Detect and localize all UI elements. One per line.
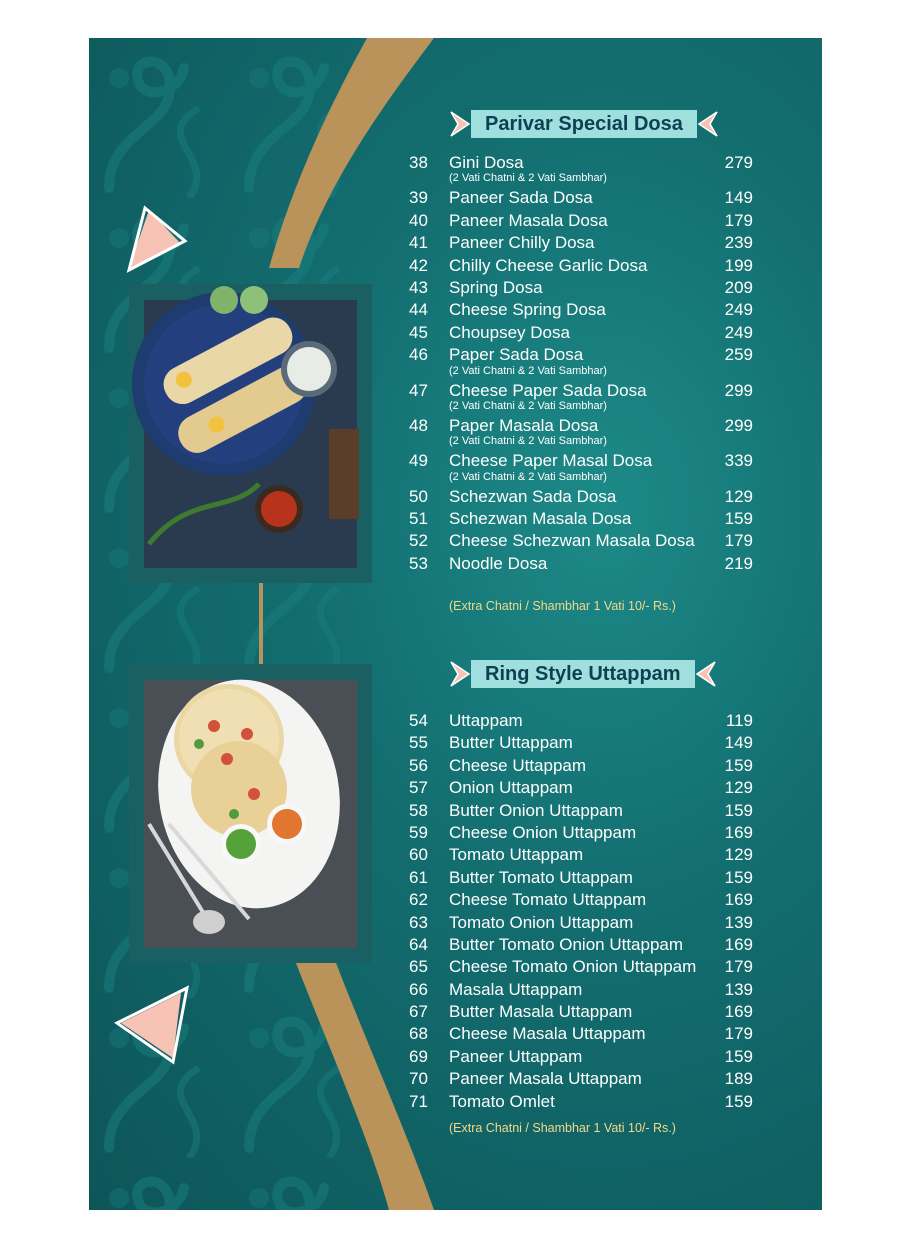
item-note: (2 Vati Chatni & 2 Vati Sambhar) xyxy=(449,364,607,377)
item-number: 57 xyxy=(409,778,428,798)
menu-item-row xyxy=(409,508,753,530)
section-title-text: Ring Style Uttappam xyxy=(471,660,695,688)
item-number: 55 xyxy=(409,733,428,753)
menu-item-row xyxy=(409,232,753,254)
item-price: 169 xyxy=(724,1002,753,1022)
extra-note-dosa: (Extra Chatni / Shambhar 1 Vati 10/- Rs.) xyxy=(449,599,676,613)
item-name: Uttappam xyxy=(449,711,523,730)
menu-item-row xyxy=(409,1046,753,1068)
item-price: 159 xyxy=(724,867,753,887)
item-name: Cheese Masala Uttappam xyxy=(449,1024,646,1044)
item-price: 159 xyxy=(724,755,753,775)
item-price: 259 xyxy=(724,345,753,365)
item-price: 219 xyxy=(724,553,753,573)
item-name: Cheese Onion Uttappam xyxy=(449,822,637,842)
item-name: Masala Uttappam xyxy=(449,979,583,999)
menu-item xyxy=(409,277,753,299)
menu-item xyxy=(409,1001,753,1023)
item-number: 38 xyxy=(409,153,428,172)
menu-item xyxy=(409,1091,753,1113)
menu-item xyxy=(409,232,753,254)
item-number: 45 xyxy=(409,322,428,342)
menu-item xyxy=(409,800,753,822)
menu-item-row xyxy=(409,322,753,344)
item-number: 63 xyxy=(409,912,428,932)
menu-item xyxy=(409,322,753,344)
item-price: 249 xyxy=(724,322,753,342)
menu-item-row xyxy=(409,380,753,402)
item-name: Cheese Uttappam xyxy=(449,755,587,775)
item-number: 69 xyxy=(409,1046,428,1066)
menu-item-row xyxy=(409,732,753,754)
menu-item xyxy=(409,1046,753,1068)
menu-item-row xyxy=(409,152,753,174)
item-number: 40 xyxy=(409,210,428,230)
item-price: 179 xyxy=(724,210,753,230)
menu-item xyxy=(409,1023,753,1045)
menu-list-dosa xyxy=(409,152,753,575)
menu-item xyxy=(409,152,753,185)
dosa-photo xyxy=(129,284,372,583)
item-price: 159 xyxy=(724,1091,753,1111)
item-name: Spring Dosa xyxy=(449,277,543,297)
section-title-dosa xyxy=(449,110,719,138)
menu-item xyxy=(409,822,753,844)
item-number: 50 xyxy=(409,486,428,506)
item-name: Tomato Onion Uttappam xyxy=(449,912,634,932)
menu-page xyxy=(89,38,822,1210)
menu-item-row xyxy=(409,889,753,911)
item-note: (2 Vati Chatni & 2 Vati Sambhar) xyxy=(449,470,607,483)
item-name: Paneer Masala Dosa xyxy=(449,210,608,230)
item-name: Butter Masala Uttappam xyxy=(449,1002,633,1022)
item-price: 129 xyxy=(724,778,753,798)
item-number: 65 xyxy=(409,957,428,977)
item-number: 51 xyxy=(409,509,428,529)
menu-item-row xyxy=(409,912,753,934)
menu-item-row xyxy=(409,553,753,575)
menu-item-row xyxy=(409,867,753,889)
item-name: Butter Onion Uttappam xyxy=(449,800,623,820)
item-price: 159 xyxy=(724,509,753,529)
item-name: Cheese Spring Dosa xyxy=(449,300,606,320)
item-number: 59 xyxy=(409,822,428,842)
item-price: 239 xyxy=(724,233,753,253)
menu-item xyxy=(409,732,753,754)
menu-item-row xyxy=(409,1068,753,1090)
item-price: 119 xyxy=(725,711,753,730)
item-number: 61 xyxy=(409,867,428,887)
item-number: 70 xyxy=(409,1069,428,1089)
item-number: 48 xyxy=(409,415,428,435)
item-name: Chilly Cheese Garlic Dosa xyxy=(449,255,648,275)
item-name: Cheese Tomato Onion Uttappam xyxy=(449,957,697,977)
item-number: 60 xyxy=(409,845,428,865)
item-name: Tomato Uttappam xyxy=(449,845,584,865)
menu-item xyxy=(409,508,753,530)
item-number: 64 xyxy=(409,934,428,954)
menu-item-row xyxy=(409,277,753,299)
menu-item xyxy=(409,934,753,956)
menu-item-row xyxy=(409,956,753,978)
item-note: (2 Vati Chatni & 2 Vati Sambhar) xyxy=(449,399,607,412)
item-number: 67 xyxy=(409,1002,428,1022)
item-price: 169 xyxy=(724,822,753,842)
item-price: 139 xyxy=(724,912,753,932)
chevron-left-icon xyxy=(697,110,719,138)
item-name: Paneer Sada Dosa xyxy=(449,188,593,208)
item-name: Cheese Paper Sada Dosa xyxy=(449,380,647,400)
menu-item xyxy=(409,299,753,321)
menu-item-row xyxy=(409,979,753,1001)
menu-item-row xyxy=(409,344,753,366)
item-name: Cheese Paper Masal Dosa xyxy=(449,451,653,471)
uttappam-photo-art xyxy=(129,664,372,963)
section-title-uttappam xyxy=(449,660,717,688)
menu-item xyxy=(409,210,753,232)
menu-item-row xyxy=(409,415,753,437)
item-number: 68 xyxy=(409,1024,428,1044)
item-name: Butter Uttappam xyxy=(449,733,573,753)
item-price: 179 xyxy=(724,531,753,551)
item-name: Paper Masala Dosa xyxy=(449,415,599,435)
item-number: 49 xyxy=(409,451,428,471)
item-number: 52 xyxy=(409,531,428,551)
item-number: 66 xyxy=(409,979,428,999)
chevron-right-icon xyxy=(449,110,471,138)
item-price: 299 xyxy=(724,415,753,435)
menu-item xyxy=(409,450,753,483)
menu-item-row xyxy=(409,210,753,232)
item-price: 249 xyxy=(724,300,753,320)
item-price: 339 xyxy=(724,451,753,471)
chevron-left-icon xyxy=(695,660,717,688)
item-number: 62 xyxy=(409,890,428,910)
item-price: 169 xyxy=(724,890,753,910)
item-name: Paneer Uttappam xyxy=(449,1046,583,1066)
item-name: Onion Uttappam xyxy=(449,778,573,798)
item-name: Gini Dosa xyxy=(449,153,524,172)
item-name: Schezwan Sada Dosa xyxy=(449,486,617,506)
menu-item xyxy=(409,956,753,978)
item-price: 179 xyxy=(724,1024,753,1044)
uttappam-photo xyxy=(129,664,372,963)
item-price: 199 xyxy=(724,255,753,275)
item-price: 279 xyxy=(724,153,753,172)
menu-item xyxy=(409,844,753,866)
item-name: Paneer Chilly Dosa xyxy=(449,233,595,253)
menu-item-row xyxy=(409,530,753,552)
menu-item xyxy=(409,912,753,934)
item-name: Schezwan Masala Dosa xyxy=(449,509,632,529)
item-number: 56 xyxy=(409,755,428,775)
item-name: Butter Tomato Uttappam xyxy=(449,867,633,887)
menu-item-row xyxy=(409,450,753,472)
item-number: 42 xyxy=(409,255,428,275)
item-note: (2 Vati Chatni & 2 Vati Sambhar) xyxy=(449,172,607,185)
item-number: 41 xyxy=(409,233,428,253)
item-number: 71 xyxy=(409,1091,428,1111)
menu-item-row xyxy=(409,1023,753,1045)
item-price: 139 xyxy=(724,979,753,999)
item-price: 159 xyxy=(724,800,753,820)
menu-item-row xyxy=(409,255,753,277)
item-number: 54 xyxy=(409,711,428,730)
item-name: Tomato Omlet xyxy=(449,1091,555,1111)
item-number: 47 xyxy=(409,380,428,400)
item-name: Choupsey Dosa xyxy=(449,322,570,342)
menu-item-row xyxy=(409,755,753,777)
item-number: 58 xyxy=(409,800,428,820)
item-number: 43 xyxy=(409,277,428,297)
item-note: (2 Vati Chatni & 2 Vati Sambhar) xyxy=(449,435,607,448)
item-price: 159 xyxy=(724,1046,753,1066)
menu-item xyxy=(409,755,753,777)
item-price: 149 xyxy=(724,733,753,753)
menu-item xyxy=(409,255,753,277)
item-price: 149 xyxy=(724,188,753,208)
extra-note-uttappam: (Extra Chatni / Shambhar 1 Vati 10/- Rs.) xyxy=(449,1121,676,1135)
item-price: 169 xyxy=(724,934,753,954)
menu-item xyxy=(409,979,753,1001)
menu-item xyxy=(409,1068,753,1090)
menu-item-row xyxy=(409,777,753,799)
item-number: 46 xyxy=(409,345,428,365)
item-name: Paper Sada Dosa xyxy=(449,345,584,365)
item-number: 44 xyxy=(409,300,428,320)
menu-item xyxy=(409,530,753,552)
item-price: 189 xyxy=(724,1069,753,1089)
menu-item-row xyxy=(409,486,753,508)
item-price: 209 xyxy=(724,277,753,297)
item-name: Cheese Schezwan Masala Dosa xyxy=(449,531,695,551)
menu-item-row xyxy=(409,800,753,822)
item-price: 179 xyxy=(724,957,753,977)
item-name: Cheese Tomato Uttappam xyxy=(449,890,647,910)
menu-item-row xyxy=(409,822,753,844)
item-name: Noodle Dosa xyxy=(449,553,548,573)
item-price: 299 xyxy=(724,380,753,400)
menu-item-row xyxy=(409,844,753,866)
menu-item xyxy=(409,415,753,448)
menu-item xyxy=(409,486,753,508)
menu-item xyxy=(409,889,753,911)
item-name: Butter Tomato Onion Uttappam xyxy=(449,934,684,954)
menu-item-row xyxy=(409,1001,753,1023)
menu-item xyxy=(409,344,753,377)
menu-item-row xyxy=(409,187,753,209)
item-number: 39 xyxy=(409,188,428,208)
item-name: Paneer Masala Uttappam xyxy=(449,1069,642,1089)
item-price: 129 xyxy=(724,845,753,865)
menu-item-row xyxy=(409,934,753,956)
item-number: 53 xyxy=(409,553,428,573)
dosa-photo-art xyxy=(129,284,372,583)
menu-item xyxy=(409,777,753,799)
menu-list-uttappam xyxy=(409,710,753,1113)
menu-item-row xyxy=(409,1091,753,1113)
menu-item xyxy=(409,553,753,575)
section-title-text: Parivar Special Dosa xyxy=(471,110,697,138)
item-price: 129 xyxy=(724,486,753,506)
chevron-right-icon xyxy=(449,660,471,688)
menu-item xyxy=(409,867,753,889)
menu-item xyxy=(409,380,753,413)
menu-item xyxy=(409,187,753,209)
menu-item xyxy=(409,710,753,732)
menu-item-row xyxy=(409,710,753,732)
menu-item-row xyxy=(409,299,753,321)
